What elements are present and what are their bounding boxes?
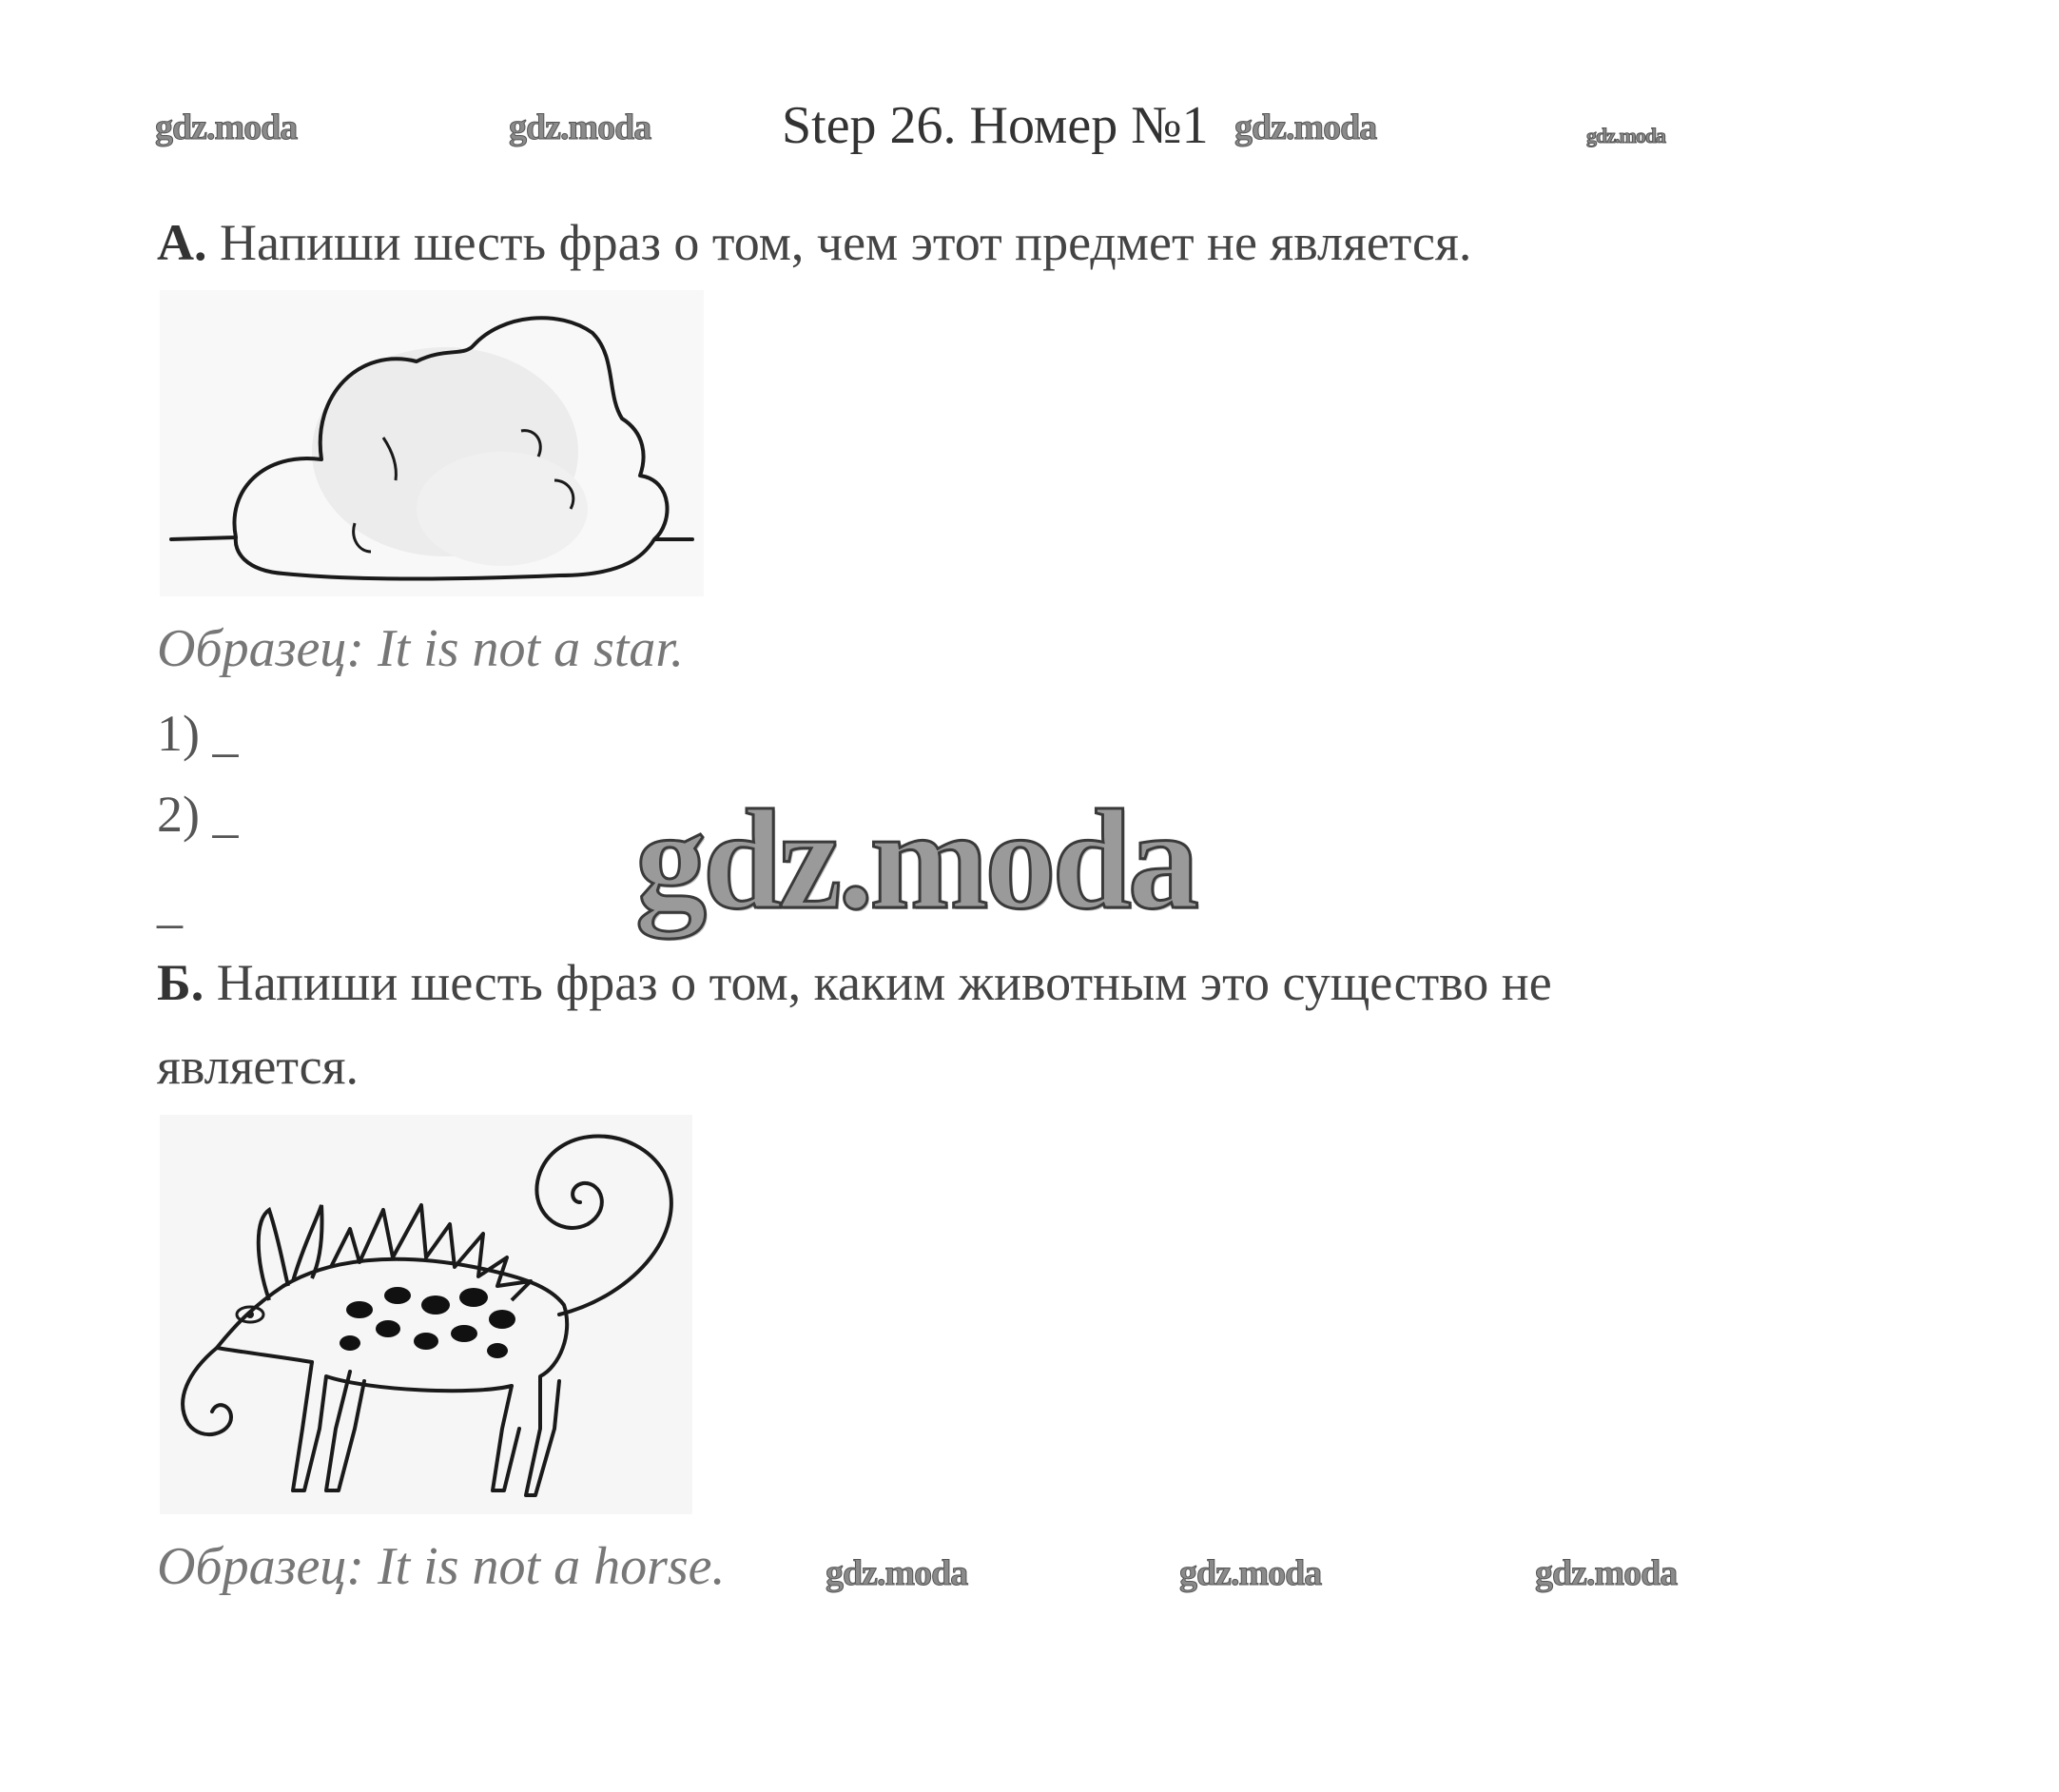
task-b-instruction: [157, 953, 1552, 1012]
watermark: gdz.moda: [1234, 107, 1377, 147]
watermark: gdz.moda: [1179, 1553, 1322, 1593]
watermark: gdz.moda: [155, 107, 298, 147]
answer-line-3: _: [157, 876, 183, 933]
page-title: Step 26. Номер №1: [782, 96, 1209, 155]
answer-line-1: 1) _: [157, 705, 239, 762]
task-a-label: А.: [157, 214, 207, 271]
task-b-text-line2: является.: [157, 1038, 359, 1095]
answer-line-2: 2) _: [157, 786, 239, 843]
task-a-instruction: [157, 213, 1471, 272]
center-watermark: gdz.moda: [635, 781, 1195, 939]
task-a-text: Напиши шесть фраз о том, чем этот предмет не является.: [220, 214, 1472, 271]
sample-b: Образец: It is not a horse.: [157, 1537, 726, 1596]
task-b-label: Б.: [157, 954, 204, 1011]
watermark: gdz.moda: [1535, 1553, 1678, 1593]
watermark: gdz.moda: [509, 107, 651, 147]
imaginary-animal-icon: [160, 1115, 692, 1514]
watermark: gdz.moda: [1586, 124, 1666, 147]
task-b-text: Напиши шесть фраз о том, каким животным это существо не: [216, 954, 1552, 1011]
sample-a: Образец: It is not a star.: [157, 619, 685, 678]
watermark: gdz.moda: [826, 1553, 968, 1593]
cloud-drawing-icon: [160, 290, 704, 596]
